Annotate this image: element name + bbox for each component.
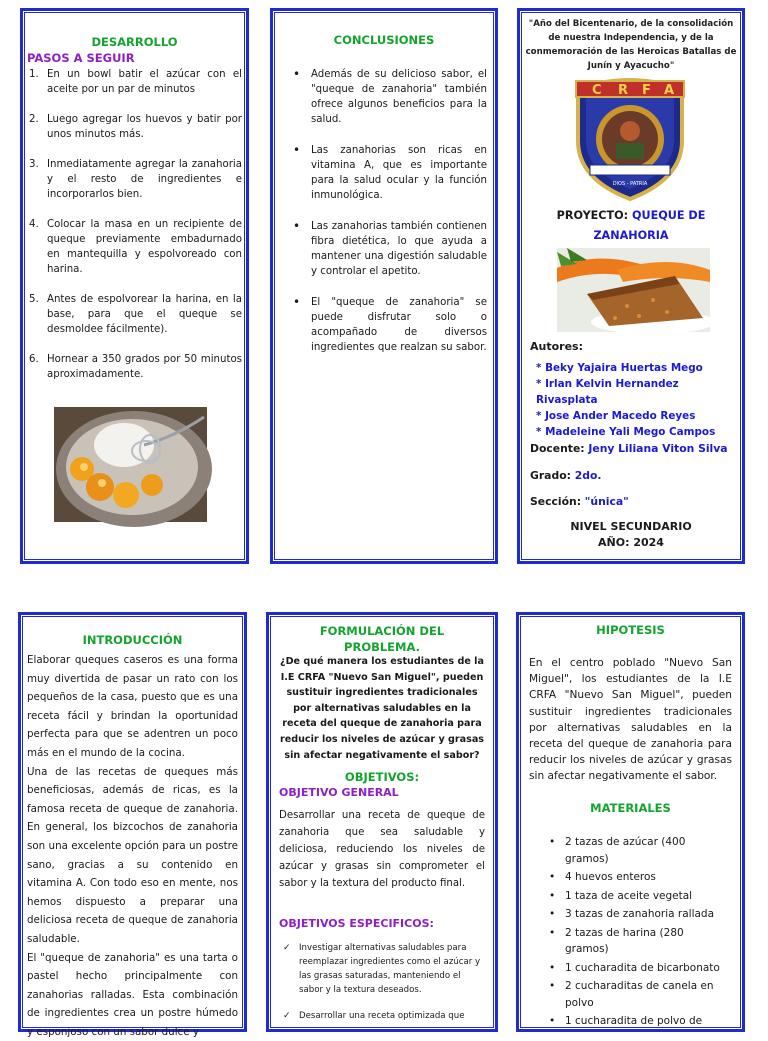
autores-list bbox=[536, 360, 740, 440]
grado-label: Grado: bbox=[530, 469, 571, 482]
step-item: 2. Luego agregar los huevos y batir por unos minutos más. bbox=[29, 112, 242, 142]
list-item: * Irlan Kelvin Hernandez Rivasplata bbox=[536, 376, 740, 408]
step-item: 6. Hornear a 350 grados por 50 minutos aproximadamente. bbox=[29, 352, 242, 382]
panel-formulacion bbox=[266, 612, 498, 1032]
panel-desarrollo bbox=[20, 8, 249, 564]
proyecto-value: QUEQUE DE ZANAHORIA bbox=[593, 209, 705, 242]
objetivos-title: OBJETIVOS: bbox=[269, 770, 495, 784]
paragraph: Elaborar queques caseros es una forma muy divertida de pasar un rato con los pequeños de la casa, puesto que es una receta fácil y brindan la oportunidad perfecta para que se adentren un poco más en el mundo de la cocina. bbox=[27, 651, 238, 763]
panel-introduccion bbox=[18, 612, 247, 1032]
crest-letter-f: F bbox=[642, 83, 651, 98]
hipotesis-title: HIPOTESIS bbox=[519, 623, 742, 637]
conclusiones-title: CONCLUSIONES bbox=[273, 33, 495, 47]
step-item: 5. Antes de espolvorear la harina, en la base, para que el queque se desmoldee fácilmente). bbox=[29, 292, 242, 337]
seccion-value: "única" bbox=[585, 495, 629, 508]
crest-letter-r: R bbox=[618, 83, 628, 98]
paragraph: El "queque de zanahoria" es una tarta o pastel hecho principalmente con zanahorias ralladas. Esta combinación de ingredientes crea un postre húmedo y esponjoso con un sabor dulce y bbox=[27, 949, 238, 1041]
materiales-title: MATERIALES bbox=[519, 801, 742, 815]
list-item: * Madeleine Yali Mego Campos bbox=[536, 424, 740, 440]
step-item: 3. Inmediatamente agregar la zanahoria y el resto de ingredientes e incorporarlos bien. bbox=[29, 157, 242, 202]
school-crest-logo bbox=[570, 71, 690, 201]
docente-label: Docente: bbox=[530, 442, 585, 455]
docente-row bbox=[530, 442, 728, 455]
objetivo-general-title: OBJETIVO GENERAL bbox=[279, 786, 399, 799]
steps-list bbox=[29, 67, 242, 397]
list-item: • Las zanahorias también contienen fibra dietética, lo que ayuda a mantener una digestión saludable y controlar el apetito. bbox=[293, 219, 487, 279]
mixing-bowl-photo bbox=[54, 407, 207, 522]
panel-conclusiones bbox=[270, 8, 498, 564]
list-item: • Además de su delicioso sabor, el "queque de zanahoria" también ofrece algunos beneficios para la salud. bbox=[293, 67, 487, 127]
list-item: • Las zanahorias son ricas en vitamina A, que es importante para la salud ocular y la función inmunológica. bbox=[293, 143, 487, 203]
grado-value: 2do. bbox=[575, 469, 602, 482]
autores-label: Autores: bbox=[530, 340, 583, 353]
introduccion-body bbox=[27, 651, 238, 1041]
panel-portada bbox=[517, 8, 745, 564]
nivel-text: NIVEL SECUNDARIO bbox=[520, 519, 742, 535]
anio-text: AÑO: 2024 bbox=[520, 535, 742, 551]
panel-hipotesis bbox=[516, 612, 745, 1032]
list-item: • 2 tazas de harina (280 gramos) bbox=[549, 925, 728, 958]
objetivo-general-text: Desarrollar una receta de queque de zanahoria que sea saludable y deliciosa, reduciendo los niveles de azúcar y grasas sin comprometer el sabor y la textura del producto final. bbox=[279, 807, 485, 892]
grado-row bbox=[530, 469, 601, 482]
formulacion-title: FORMULACIÓN DEL PROBLEMA. bbox=[269, 623, 495, 655]
seccion-row bbox=[530, 495, 629, 508]
crest-letter-a: A bbox=[664, 83, 674, 98]
step-item: 1. En un bowl batir el azúcar con el aceite por un par de minutos bbox=[29, 67, 242, 97]
carrot-cake-photo bbox=[557, 248, 710, 332]
hipotesis-text: En el centro poblado "Nuevo San Miguel", los estudiantes de la I.E CRFA "Nuevo San Miguel", pueden sustituir ingredientes tradicionales por alternativas saludables en la receta del queque de zanahoria para reducir los niveles de azúcar y grasas sin afectar negativamente el sabor. bbox=[529, 655, 732, 785]
docente-value: Jeny Liliana Viton Silva bbox=[588, 442, 727, 455]
list-item: • 1 cucharadita de polvo de bbox=[549, 1013, 728, 1030]
proyecto-heading bbox=[520, 206, 742, 246]
crest-motto: DIOS - PATRIA bbox=[613, 181, 648, 187]
list-item: • 2 tazas de azúcar (400 gramos) bbox=[549, 834, 728, 867]
list-item: • 1 taza de aceite vegetal bbox=[549, 888, 728, 905]
conclusiones-list bbox=[293, 67, 487, 371]
list-item: • 1 cucharadita de bicarbonato bbox=[549, 960, 728, 977]
list-item: • El "queque de zanahoria" se puede disfrutar solo o acompañado de diversos ingredientes que realzan su sabor. bbox=[293, 295, 487, 355]
objetivos-especificos-title: OBJETIVOS ESPECIFICOS: bbox=[279, 917, 434, 930]
motto-text: "Año del Bicentenario, de la consolidación de nuestra Independencia, y de la conmemoración de las Heroicas Batallas de Junín y Ayacucho" bbox=[524, 17, 738, 73]
list-item: ✓ Desarrollar una receta optimizada que bbox=[283, 1009, 483, 1023]
pasos-subtitle: PASOS A SEGUIR bbox=[27, 51, 135, 65]
list-item: * Beky Yajaira Huertas Mego bbox=[536, 360, 740, 376]
materiales-list bbox=[549, 834, 728, 1032]
list-item: ✓ Investigar alternativas saludables para reemplazar ingredientes como el azúcar y las grasas saturadas, manteniendo el sabor y la textura deseados. bbox=[283, 941, 483, 997]
paragraph: Una de las recetas de queques más beneficiosas, además de ricas, es la famosa receta de queque de zanahoria. En general, los bizcochos de zanahoria son una excelente opción para un postre sano, gracias a su contenido en vitamina A. Con todo eso en mente, nos hemos dispuesto a preparar una deliciosa receta de queque de zanahoria saludable. bbox=[27, 763, 238, 949]
seccion-label: Sección: bbox=[530, 495, 581, 508]
crest-letter-c: C bbox=[592, 83, 602, 98]
nivel-block bbox=[520, 519, 742, 551]
introduccion-title: INTRODUCCIÓN bbox=[21, 633, 244, 647]
problem-question: ¿De qué manera los estudiantes de la I.E CRFA "Nuevo San Miguel", pueden sustituir ingredientes tradicionales por alternativas saludables en la receta del queque de zanahoria para reducir los niveles de azúcar y grasas sin afectar negativamente el sabor? bbox=[277, 654, 487, 763]
desarrollo-title: DESARROLLO bbox=[23, 35, 246, 49]
list-item: * Jose Ander Macedo Reyes bbox=[536, 408, 740, 424]
list-item: • 3 tazas de zanahoria rallada bbox=[549, 906, 728, 923]
objetivos-especificos-list bbox=[283, 941, 483, 1035]
proyecto-label: PROYECTO: bbox=[557, 209, 629, 222]
step-item: 4. Colocar la masa en un recipiente de queque previamente embadurnado en mantequilla y espolvoreado con harina. bbox=[29, 217, 242, 277]
list-item: • 4 huevos enteros bbox=[549, 869, 728, 886]
list-item: • 2 cucharaditas de canela en polvo bbox=[549, 978, 728, 1011]
